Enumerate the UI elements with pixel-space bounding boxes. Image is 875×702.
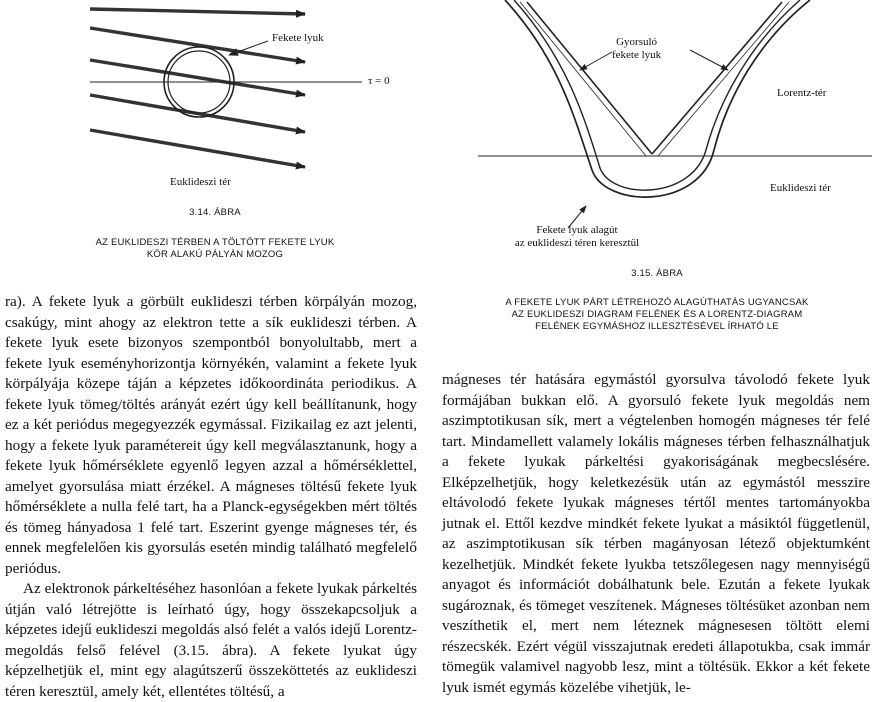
black-hole-label: Fekete lyuk — [272, 32, 324, 44]
lorentz-space-label: Lorentz-tér — [777, 87, 827, 99]
v-line-right — [652, 2, 782, 154]
v-line-left — [527, 2, 652, 154]
left-paragraph-1: ra). A fekete lyuk a görbült euklideszi térben körpályán mozog, csakúgy, mint ahogy az elektron tette a sík euklideszi térben. A fekete lyuk esete bizonyos szempontból bonyolultabb, mert a fekete lyuk eseményhorizontja környékén, valamint a fekete lyuk körpályája közepe táján a képzetes időkoordináta periodikus. A fekete lyuk tömeg/töltés arányát ezért úgy kell beállítanunk, hogy ez a két periódus megegyezzék egymással. Fizikailag ez azt jelenti, hogy a fekete lyuk paramétereit úgy kell megválasztanunk, hogy a fekete lyuk hőmérséklete egyenlő legyen azzal a hőmérséklettel, amelyet gyorsulása miatt érzékel. A mágneses töltésű fekete lyuk hőmérséklete a nulla felé tart, ha a Planck-egységekben mért töltés és tömeg hányadosa 1 felé tart. Eszerint gyenge mágneses tér, és ennek megfelelően kis gyorsulás esetén mindig található megfelelő periódus. — [5, 293, 417, 577]
euclidean-space-label: Euklideszi tér — [170, 176, 231, 188]
tunnel-label — [512, 224, 642, 250]
figure-3-15-number: 3.15. ÁBRA — [631, 268, 683, 279]
tunnel-label-line1: Fekete lyuk alagút — [536, 224, 618, 236]
tunnel-curve-inner — [514, 0, 800, 190]
v-line-left-2 — [520, 2, 646, 156]
figure-3-15-caption-3: FELÉNEK EGYMÁSHOZ ILLESZTÉSÉVEL ÍRHATÓ LE — [535, 321, 779, 332]
right-text-column — [442, 370, 870, 698]
figure-3-15-caption-2: AZ EUKLIDESZI DIAGRAM FELÉNEK ÉS A LORENTZ-DIAGRAM — [511, 309, 803, 320]
figure-3-14-caption-2: KÖR ALAKÚ PÁLYÁN MOZOG — [146, 249, 284, 260]
accel-black-hole-label — [612, 36, 661, 62]
left-paragraph-2: Az elektronok párkeltéséhez hasonlóan a fekete lyukak párkeltés útján való létrejötte is leírható úgy, hogy összekapcsoljuk a képzetes idejű euklideszi megoldás alsó felét a valós idejű Lorentz-megoldás felső felével (3.15. ábra). A fekete lyukat úgy képzelhetjük el, mint egy alagútszerű összeköttetés az euklideszi téren keresztül, amely két, ellentétes töltésű, a — [5, 580, 417, 700]
figure-3-14-number: 3.14. ÁBRA — [189, 207, 241, 218]
v-line-right-2 — [658, 2, 789, 156]
tunnel-curve-outer — [505, 0, 810, 197]
accel-label-line2: fekete lyuk — [612, 49, 662, 61]
left-text-column — [5, 292, 417, 702]
figure-3-15-caption-1: A FEKETE LYUK PÁRT LÉTREHOZÓ ALAGÚTHATÁS UGYANCSAK — [505, 297, 809, 308]
figure-3-15-diagram — [0, 0, 875, 260]
figure-3-14-caption-1: AZ EUKLIDESZI TÉRBEN A TÖLTÖTT FEKETE LYUK — [95, 237, 335, 248]
accel-pointer-right — [690, 50, 728, 70]
accel-label-line1: Gyorsuló — [616, 36, 658, 48]
right-paragraph-1: mágneses tér hatására egymástól gyorsulva távolodó fekete lyuk formájában bukkan elő. A gyorsuló fekete lyuk megoldás nem aszimptotikusan sík, mert a végtelenben homogén mágneses tér felé tart. Mindamellett valamely lokális mágneses térben felhasználhatjuk a fekete lyukak párkeltési gyakoriságának megbecslésére. Elképzelhetjük, hogy keletkezésük után az egymástól messzire eltávolodó fekete lyukak mágneses tértől mentes tartományokba jutnak el. Ettől kezdve mindkét fekete lyukat a másiktól függetlenül, az aszimptotikusan sík térben magányosan létező objektumként kezelhetjük. Mindkét fekete lyukba tetszőlegesen nagy mennyiségű anyagot és információt dobálhatunk bele. Ezután a fekete lyukak sugároznak, és tömeget veszítenek. Mágneses töltésüket azonban nem veszíthetik el, mert nem léteznek mágnesesen töltött elemi részecskék. Ezért végül visszajutnak eredeti állapotukba, csak immár tömegük valamivel nagyobb lesz, mint a töltésük. Ekkor a két fekete lyuk ismét egymás közelébe vihetjük, le- — [442, 371, 870, 696]
tunnel-label-line2: az euklideszi téren keresztül — [514, 237, 640, 249]
accel-pointer-left — [580, 52, 612, 70]
euclidean-space-label-right: Euklideszi tér — [770, 182, 831, 194]
tau-label: τ = 0 — [368, 75, 390, 87]
